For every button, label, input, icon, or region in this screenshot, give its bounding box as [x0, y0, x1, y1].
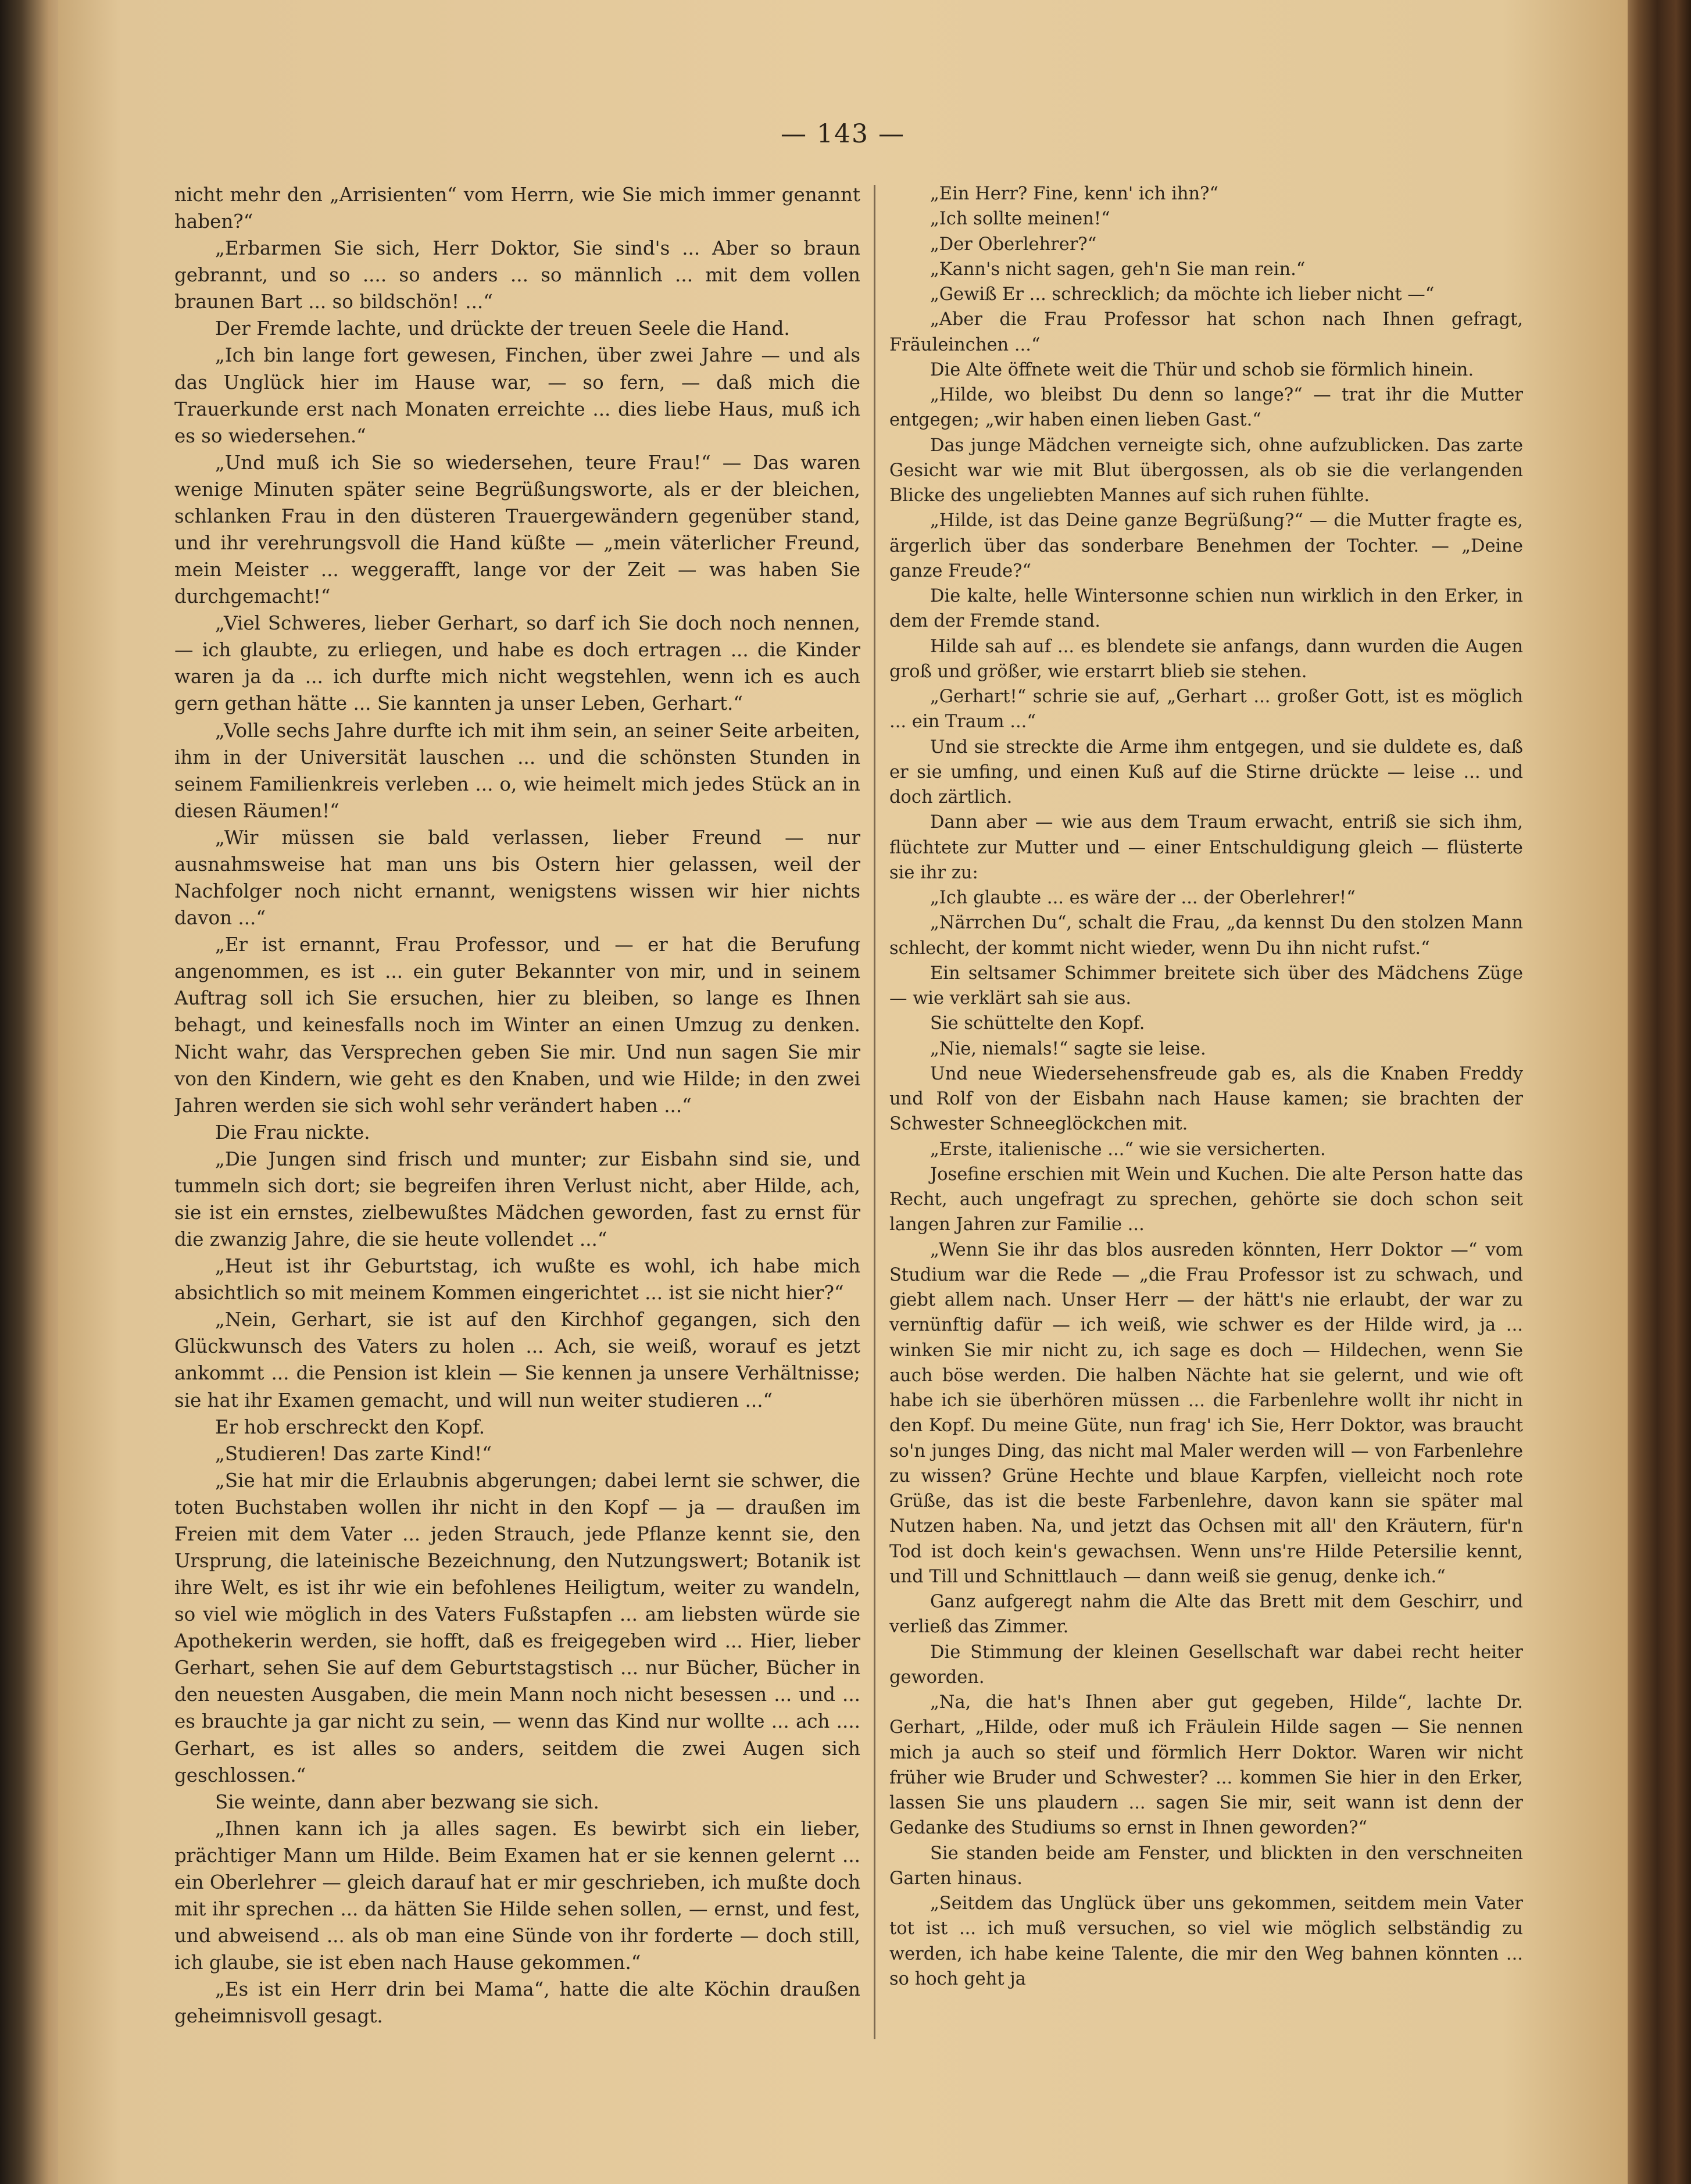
paragraph: „Aber die Frau Professor hat schon nach Ihnen gefragt, Fräuleinchen ...“ [889, 309, 1523, 355]
paragraph: Die Frau nickte. [215, 1121, 370, 1143]
paragraph: „Ich glaubte ... es wäre der ... der Oberlehrer!“ [930, 888, 1356, 908]
paragraph: Dann aber — wie aus dem Traum erwacht, entriß sie sich ihm, flüchtete zur Mutter und — einer Entschuldigung gleich — flüsterte sie ihr zu: [889, 812, 1523, 883]
paragraph: „Es ist ein Herr drin bei Mama“, hatte die alte Köchin draußen geheimnisvoll gesagt. [174, 1978, 860, 2028]
paragraph: Er hob erschreckt den Kopf. [215, 1416, 485, 1438]
paragraph: „Er ist ernannt, Frau Professor, und — er hat die Berufung angenommen, es ist ... ein guter Bekannter von mir, und in seinem Auftrag soll ich Sie ersuchen, hier zu bleiben, so lange es Ihnen behagt, und keinesfalls noch im Winter an einen Umzug zu denken. Nicht wahr, das Versprechen geben Sie mir. Und nun sagen Sie mir von den Kindern, wie geht es den Knaben, und wie Hilde; in den zwei Jahren werden sie sich wohl sehr verändert haben ...“ [174, 934, 860, 1117]
page-number: — 143 — [781, 119, 905, 149]
paragraph: „Nein, Gerhart, sie ist auf den Kirchhof gegangen, sich den Glückwunsch des Vaters zu holen ... Ach, sie weiß, worauf es jetzt ankommt ... die Pension ist klein — Sie kennen ja unsere Verhältnisse; sie hat ihr Examen gemacht, und will nun weiter studieren ...“ [174, 1309, 860, 1411]
paragraph: Sie standen beide am Fenster, und blickten in den verschneiten Garten hinaus. [889, 1843, 1523, 1889]
paragraph: „Wenn Sie ihr das blos ausreden könnten, Herr Doktor —“ vom Studium war die Rede — „die Frau Professor ist zu schwach, und giebt allem nach. Unser Herr — der hätt's nie erlaubt, der war zu vernünftig dafür — ich weiß, wie schwer es der Hilde wird, ja ... winken Sie mir nicht zu, ich sage es doch — Hildechen, wenn Sie auch böse werden. Die halben Nächte hat sie gelernt, und wie oft habe ich sie überhören müssen ... die Farbenlehre wollt ihr nicht in den Kopf. Du meine Güte, nun frag' ich Sie, Herr Doktor, was braucht so'n junges Ding, das nicht mal Maler werden will — von Farbenlehre zu wissen? Grüne Hechte und blaue Karpfen, vielleicht noch rote Grüße, das ist die beste Farbenlehre, davon kann sie später mal Nutzen haben. Na, und jetzt das Ochsen mit all' den Kräutern, für'n Tod ist doch kein's gewachsen. Wenn uns're Hilde Petersilie kennt, und Till und Schnittlauch — dann weiß sie genug, denke ich.“ [889, 1239, 1523, 1587]
paragraph: Ganz aufgeregt nahm die Alte das Brett mit dem Geschirr, und verließ das Zimmer. [889, 1592, 1523, 1638]
column-divider [874, 185, 875, 2039]
paragraph: „Der Oberlehrer?“ [930, 234, 1097, 255]
paragraph: Die Stimmung der kleinen Gesellschaft war dabei recht heiter geworden. [889, 1642, 1523, 1688]
paragraph: „Heut ist ihr Geburtstag, ich wußte es wohl, ich habe mich absichtlich so mit meinem Kommen eingerichtet ... ist sie nicht hier?“ [174, 1255, 860, 1304]
paragraph: „Studieren! Das zarte Kind!“ [215, 1442, 492, 1465]
paragraph: Und neue Wiedersehensfreude gab es, als die Knaben Freddy und Rolf von der Eisbahn nach Hause kamen; sie brachten der Schwester Schneeglöckchen mit. [889, 1063, 1523, 1135]
right-column [889, 181, 1523, 2042]
paragraph: Josefine erschien mit Wein und Kuchen. Die alte Person hatte das Recht, auch ungefragt zu sprechen, gehörte sie doch schon seit langen Jahren zur Familie ... [889, 1164, 1523, 1235]
paragraph: „Die Jungen sind frisch und munter; zur Eisbahn sind sie, und tummeln sich dort; sie begreifen ihren Verlust nicht, aber Hilde, ach, sie ist ein ernstes, zielbewußtes Mädchen geworden, fast zu ernst für die zwanzig Jahre, die sie heute vollendet ...“ [174, 1148, 860, 1251]
paragraph: „Volle sechs Jahre durfte ich mit ihm sein, an seiner Seite arbeiten, ihm in der Universität lauschen ... und die schönsten Stunden in seinem Familienkreis verleben ... o, wie heimelt mich jedes Stück an in diesen Räumen!“ [174, 719, 860, 822]
left-column [174, 181, 860, 2042]
book-page [58, 0, 1628, 2184]
paragraph: Und sie streckte die Arme ihm entgegen, und sie duldete es, daß er sie umfing, und einen Kuß auf die Stirne drückte — leise ... und doch zärtlich. [889, 737, 1523, 807]
paragraph: Ein seltsamer Schimmer breitete sich über des Mädchens Züge — wie verklärt sah sie aus. [889, 963, 1523, 1009]
paragraph: „Ich bin lange fort gewesen, Finchen, über zwei Jahre — und als das Unglück hier im Hause war, — so fern, — daß mich die Trauerkunde erst nach Monaten erreichte ... dies liebe Haus, muß ich es so wiedersehen.“ [174, 344, 860, 447]
paragraph: „Hilde, wo bleibst Du denn so lange?“ — trat ihr die Mutter entgegen; „wir haben einen lieben Gast.“ [889, 385, 1523, 431]
paragraph: „Viel Schweres, lieber Gerhart, so darf ich Sie doch noch nennen, — ich glaubte, zu erliegen, und habe es doch ertragen ... die Kinder waren ja da ... ich durfte mich nicht wegstehlen, wenn ich es auch gern gethan hätte ... Sie kannten ja unser Leben, Gerhart.“ [174, 612, 860, 715]
paragraph: „Närrchen Du“, schalt die Frau, „da kennst Du den stolzen Mann schlecht, der kommt nicht wieder, wenn Du ihn nicht rufst.“ [889, 913, 1523, 959]
paragraph: „Erbarmen Sie sich, Herr Doktor, Sie sind's ... Aber so braun gebrannt, und so .... so anders ... so männlich ... mit dem vollen braunen Bart ... so bildschön! ...“ [174, 237, 860, 313]
paragraph: „Nie, niemals!“ sagte sie leise. [930, 1038, 1206, 1059]
paragraph: „Na, die hat's Ihnen aber gut gegeben, Hilde“, lachte Dr. Gerhart, „Hilde, oder muß ich Fräulein Hilde sagen — Sie nennen mich ja auch so steif und förmlich Herr Doktor. Waren wir nicht früher wie Bruder und Schwester? ... kommen Sie hier in den Erker, lassen Sie uns plaudern ... sagen Sie mir, seit wann ist denn der Gedanke des Studiums so ernst in Ihnen geworden?“ [889, 1692, 1523, 1839]
paragraph: Hilde sah auf ... es blendete sie anfangs, dann wurden die Augen groß und größer, wie erstarrt blieb sie stehen. [889, 636, 1523, 682]
paragraph: Sie schüttelte den Kopf. [930, 1013, 1145, 1034]
paragraph: „Erste, italienische ...“ wie sie versicherten. [930, 1139, 1326, 1160]
paragraph: „Ihnen kann ich ja alles sagen. Es bewirbt sich ein lieber, prächtiger Mann um Hilde. Beim Examen hat er sie kennen gelernt ... ein Oberlehrer — gleich darauf hat er mir geschrieben, ich mußte doch mit ihr sprechen ... da hätten Sie Hilde sehen sollen, — ernst, und fest, und abweisend ... als ob man eine Sünde von ihr forderte — doch still, ich glaube, sie ist eben nach Hause gekommen.“ [174, 1817, 860, 1974]
paragraph: „Wir müssen sie bald verlassen, lieber Freund — nur ausnahmsweise hat man uns bis Ostern hier gelassen, weil der Nachfolger noch nicht ernannt, wenigstens wissen wir hier nichts davon ...“ [174, 826, 860, 930]
paragraph: „Hilde, ist das Deine ganze Begrüßung?“ — die Mutter fragte es, ärgerlich über das sonderbare Benehmen der Tochter. — „Deine ganze Freude?“ [889, 510, 1523, 581]
paragraph: „Seitdem das Unglück über uns gekommen, seitdem mein Vater tot ist ... ich muß versuchen, so viel wie möglich selbständig zu werden, ich habe keine Talente, die mir den Weg bahnen könnten ... so hoch geht ja [889, 1893, 1523, 1989]
paragraph: nicht mehr den „Arrisienten“ vom Herrn, wie Sie mich immer genannt haben?“ [174, 184, 860, 233]
paragraph: Das junge Mädchen verneigte sich, ohne aufzublicken. Das zarte Gesicht war wie mit Blut übergossen, als ob sie die verlangenden Blicke des ungeliebten Mannes auf sich ruhen fühlte. [889, 435, 1523, 506]
paragraph: „Sie hat mir die Erlaubnis abgerungen; dabei lernt sie schwer, die toten Buchstaben wollen ihr nicht in den Kopf — ja — draußen im Freien mit dem Vater ... jeden Strauch, jede Pflanze kennt sie, den Ursprung, die lateinische Bezeichnung, den Nutzungswert; Botanik ist ihre Welt, es ist ihr wie ein befohlenes Heiligtum, weiter zu wandeln, so viel wie möglich in des Vaters Fußstapfen ... am liebsten würde sie Apothekerin werden, sie hofft, daß es freigegeben wird ... Hier, lieber Gerhart, sehen Sie auf dem Geburtstagstisch ... nur Bücher, Bücher in den neuesten Ausgaben, die mein Mann noch nicht besessen ... und ... es brauchte ja gar nicht zu sein, — wenn das Kind nur wollte ... ach .... Gerhart, es ist alles so anders, seitdem die zwei Augen sich geschlossen.“ [174, 1469, 860, 1786]
paragraph: „Ich sollte meinen!“ [930, 209, 1110, 230]
paragraph: Sie weinte, dann aber bezwang sie sich. [215, 1790, 599, 1813]
paragraph: Der Fremde lachte, und drückte der treuen Seele die Hand. [215, 317, 790, 340]
paragraph: „Gewiß Er ... schrecklich; da möchte ich lieber nicht —“ [930, 284, 1435, 305]
paragraph: „Gerhart!“ schrie sie auf, „Gerhart ... großer Gott, ist es möglich ... ein Traum ...“ [889, 687, 1523, 732]
paragraph: Die kalte, helle Wintersonne schien nun wirklich in den Erker, in dem der Fremde stand. [889, 586, 1523, 632]
paragraph: „Und muß ich Sie so wiedersehen, teure Frau!“ — Das waren wenige Minuten später seine Begrüßungsworte, als er der bleichen, schlanken Frau in den düsteren Trauergewändern gegenüber stand, und ihr verehrungsvoll die Hand küßte — „mein väterlicher Freund, mein Meister ... weggerafft, lange vor der Zeit — was haben Sie durchgemacht!“ [174, 451, 860, 608]
paragraph: Die Alte öffnete weit die Thür und schob sie förmlich hinein. [930, 359, 1474, 380]
paragraph: „Ein Herr? Fine, kenn' ich ihn?“ [930, 184, 1219, 204]
paragraph: „Kann's nicht sagen, geh'n Sie man rein.“ [930, 259, 1306, 280]
